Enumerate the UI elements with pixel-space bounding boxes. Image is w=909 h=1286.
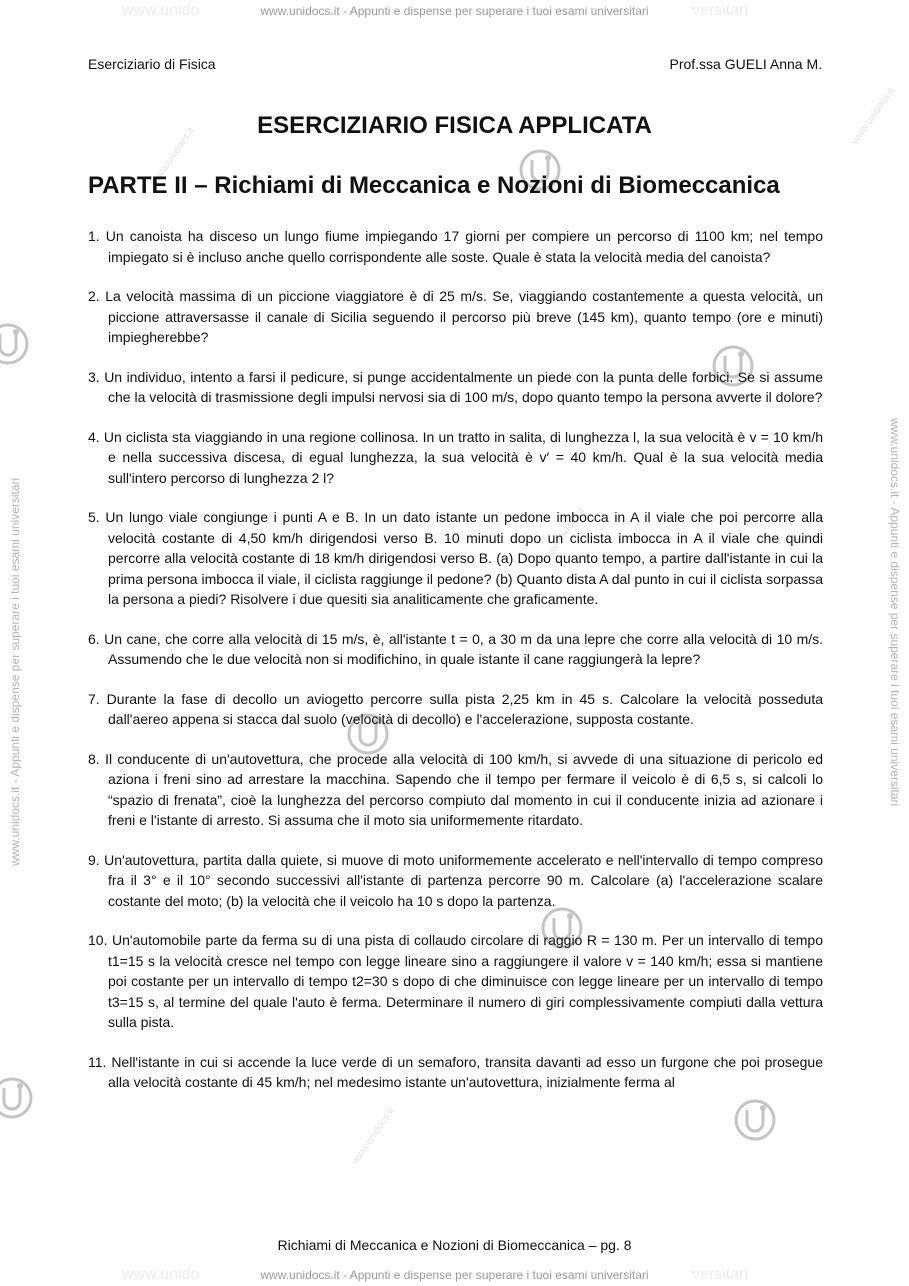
watermark-diagonal: www.unidocs.it — [150, 125, 197, 187]
unidocs-logo-icon — [0, 322, 30, 366]
running-header-left: Eserciziario di Fisica — [88, 56, 216, 72]
exercise-number: 1. — [88, 228, 100, 244]
exercise-item — [88, 507, 823, 610]
watermark-header: www.unidocs.it - Appunti e dispense per superare i tuoi esami universitari — [260, 4, 649, 18]
exercise-item — [88, 1052, 823, 1093]
exercise-number: 3. — [88, 368, 100, 385]
running-header — [88, 56, 822, 74]
exercise-item — [88, 930, 823, 1033]
exercise-text: Un ciclista sta viaggiando in una regione collinosa. In un tratto in salita, di lunghezza l, la sua velocità è v = 10 km/h e nella successiva discesa, di egual lunghezza, la sua velocità è v′ = 40 km/h. Qual è la sua velocità media sull'intero percorso di lunghezza 2 l? — [103, 428, 823, 486]
exercise-text: Un'autovettura, partita dalla quiete, si muove di moto uniformemente accelerato e nell'intervallo di tempo compreso fra il 3° e il 10° secondo successivi all'istante di partenza percorre 90 m. Calcolare (a) l'accelerazione scalare costante del moto; (b) la velocità che il veicolo ha 10 s dopo la partenza. — [104, 851, 824, 909]
watermark-diagonal: www.unidocs.it — [850, 85, 897, 147]
exercise-text: Durante la fase di decollo un aviogetto percorre sulla pista 2,25 km in 45 s. Calcolare la velocità posseduta dall'aereo appena si stacca dal suolo (velocità di decollo) e l'accelerazione, supposta costante. — [106, 690, 823, 727]
part-title: PARTE II – Richiami di Meccanica e Nozioni di Biomeccanica — [88, 172, 780, 199]
watermark-ghost-right: versitari — [692, 2, 749, 19]
watermark-footer: www.unidocs.it - Appunti e dispense per superare i tuoi esami universitari — [260, 1268, 649, 1282]
exercise-number: 10. — [88, 932, 108, 948]
page-footer: Richiami di Meccanica e Nozioni di Biomeccanica – pg. 8 — [277, 1237, 632, 1253]
exercise-item — [88, 226, 823, 267]
exercise-text: Un'automobile parte da ferma su di una pista di collaudo circolare di raggio R = 130 m. Per un intervallo di tempo t1=15 s la velocità cresce nel tempo con legge lineare sino a raggiungere il valore v = 140 km/h; essa si mantiene poi costante per un intervallo di tempo t2=30 s dopo di che diminuisce con legge lineare per un intervallo di tempo t3=15 s, al termine del quale l'auto è ferma. Determinare il numero di giri complessivamente compiuti dalla vettura sulla pista. — [108, 932, 824, 1030]
exercise-item — [88, 629, 823, 670]
exercise-number: 7. — [88, 690, 100, 707]
exercise-text: Un cane, che corre alla velocità di 15 m/s, è, all'istante t = 0, a 30 m da una lepre che corre alla velocità di 10 m/s. Assumendo che le due velocità non si modifichino, in quale istante il cane raggiungerà la lepre? — [104, 630, 824, 667]
exercise-item — [88, 367, 823, 408]
exercise-number: 2. — [88, 288, 100, 304]
watermark-ghost-bottom-left: www.unido — [122, 1266, 200, 1283]
exercise-list — [88, 226, 823, 1112]
running-header-right: Prof.ssa GUELI Anna M. — [669, 56, 822, 72]
exercise-number: 4. — [88, 428, 100, 445]
exercise-text: Nell'istante in cui si accende la luce verde di un semaforo, transita davanti ad esso un furgone che poi prosegue alla velocità costante di 45 km/h; nel medesimo istante un'autovettura, inizialmente ferma al — [108, 1053, 823, 1090]
watermark-diagonal: www.unidocs.it — [350, 1105, 397, 1167]
exercise-text: Un canoista ha disceso un lungo fiume impiegando 17 giorni per compiere un percorso di 1100 km; nel tempo impiegato si è incluso anche quello corrispondente alle soste. Quale è stata la velocità media del canoista? — [105, 228, 824, 265]
watermark-ghost-bottom-right: versitari — [692, 1266, 749, 1283]
exercise-number: 5. — [88, 509, 100, 525]
exercise-text: La velocità massima di un piccione viaggiatore è di 25 m/s. Se, viaggiando costantemente a questa velocità, un piccione attraversasse il canale di Sicilia seguendo il percorso più breve (145 km), quanto tempo (ore e minuti) impiegherebbe? — [105, 288, 824, 345]
exercise-number: 9. — [88, 851, 100, 868]
exercise-text: Un individuo, intento a farsi il pedicure, si punge accidentalmente un piede con la punta delle forbici. Se si assume che la velocità di trasmissione degli impulsi nervosi sia di 100 m/s, dopo quanto tempo la persona avverte il dolore? — [104, 368, 823, 405]
exercise-number: 8. — [88, 750, 100, 767]
exercise-item — [88, 850, 823, 912]
exercise-item — [88, 286, 823, 348]
exercise-text: Il conducente di un'autovettura, che procede alla velocità di 100 km/h, si avvede di una situazione di pericolo ed aziona i freni sino ad arrestare la macchina. Sapendo che il tempo per fermare il veicolo è di 6,5 s, si calcoli lo “spazio di frenata”, cioè la lunghezza del percorso compiuto dal momento in cui il conducente inizia ad azionare i freni e l'istante di arresto. Si assuma che il moto sia uniformemente ritardato. — [105, 750, 824, 828]
exercise-number: 11. — [88, 1053, 107, 1070]
exercise-item — [88, 689, 823, 730]
exercise-text: Un lungo viale congiunge i punti A e B. In un dato istante un pedone imbocca in A il viale che poi percorre alla velocità costante di 4,50 km/h dirigendosi verso B. 10 minuti dopo un ciclista imbocca in A il viale che quindi percorre alla velocità costante di 18 km/h dirigendosi verso B. (a) Dopo quanto tempo, a partire dall'istante in cui la prima persona imbocca il viale, il ciclista raggiunge il pedone? (b) Quanto dista A dal punto in cui il ciclista sorpassa la persona a piedi? Risolvere i due quesiti sia analiticamente che graficamente. — [105, 509, 823, 607]
exercise-item — [88, 749, 823, 831]
watermark-side-left: www.unidocs.it - Appunti e dispense per superare i tuoi esami universitari — [8, 477, 22, 866]
watermark-diagonal: www.unidocs.it — [540, 505, 587, 567]
watermark-ghost-left: www.unido — [122, 2, 200, 19]
unidocs-logo-icon — [0, 1076, 34, 1120]
watermark-side-right: www.unidocs.it - Appunti e dispense per superare i tuoi esami universitari — [888, 418, 902, 807]
exercise-item — [88, 427, 823, 489]
document-title: ESERCIZIARIO FISICA APPLICATA — [257, 112, 652, 139]
exercise-number: 6. — [88, 630, 100, 647]
